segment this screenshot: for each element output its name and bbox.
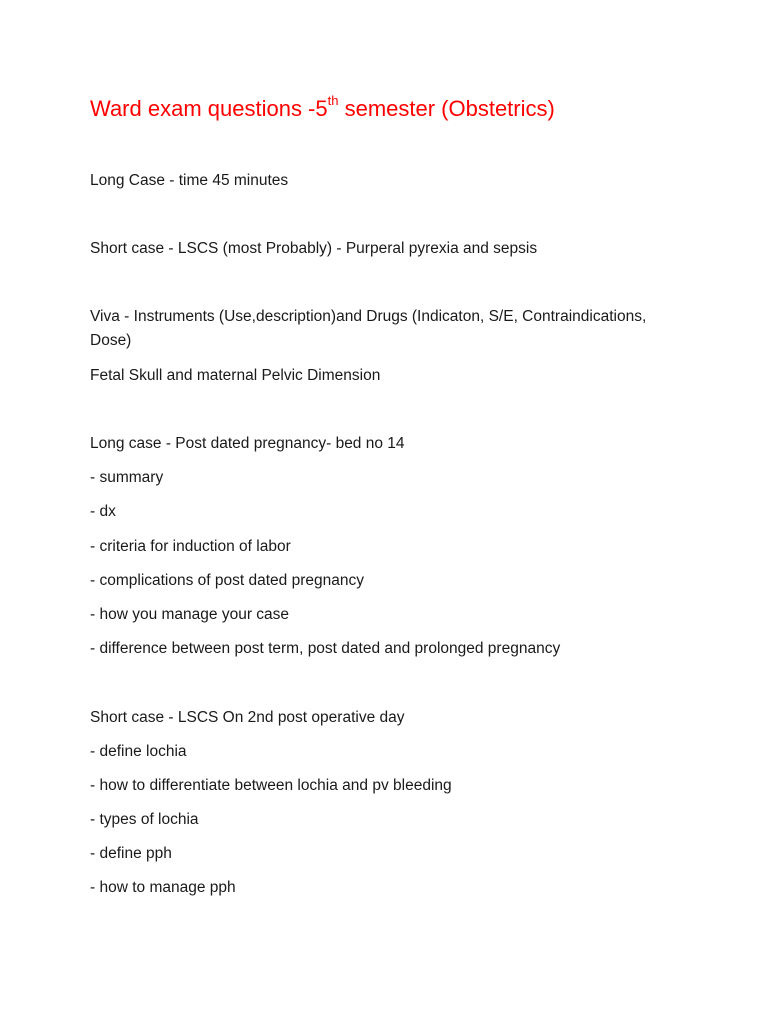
list-item: - dx <box>90 503 116 520</box>
list-item: - how you manage your case <box>90 606 290 623</box>
list-item: - difference between post term, post dated and prolonged pregnancy <box>90 640 561 657</box>
list-item: - define pph <box>90 845 172 862</box>
paragraph-short-case: Short case - LSCS (most Probably) - Purperal pyrexia and sepsis <box>90 240 538 257</box>
document-title <box>90 94 555 124</box>
list-item: - how to differentiate between lochia and pv bleeding <box>90 777 452 794</box>
list-item: - types of lochia <box>90 811 199 828</box>
paragraph-viva: Viva - Instruments (Use,description)and Drugs (Indicaton, S/E, Contraindications, Dose) <box>90 308 647 349</box>
list-item: - criteria for induction of labor <box>90 538 291 555</box>
list-item: - how to manage pph <box>90 879 236 896</box>
long-case-heading: Long case - Post dated pregnancy- bed no 14 <box>90 435 405 452</box>
list-item: - summary <box>90 469 164 486</box>
title-superscript: th <box>327 92 339 108</box>
paragraph-fetal-skull: Fetal Skull and maternal Pelvic Dimension <box>90 367 381 384</box>
paragraph-long-case-time: Long Case - time 45 minutes <box>90 172 289 189</box>
title-text-end: semester (Obstetrics) <box>338 96 555 121</box>
short-case-heading: Short case - LSCS On 2nd post operative day <box>90 709 405 726</box>
list-item: - define lochia <box>90 743 187 760</box>
title-text: Ward exam questions -5 <box>90 96 328 121</box>
list-item: - complications of post dated pregnancy <box>90 572 364 589</box>
